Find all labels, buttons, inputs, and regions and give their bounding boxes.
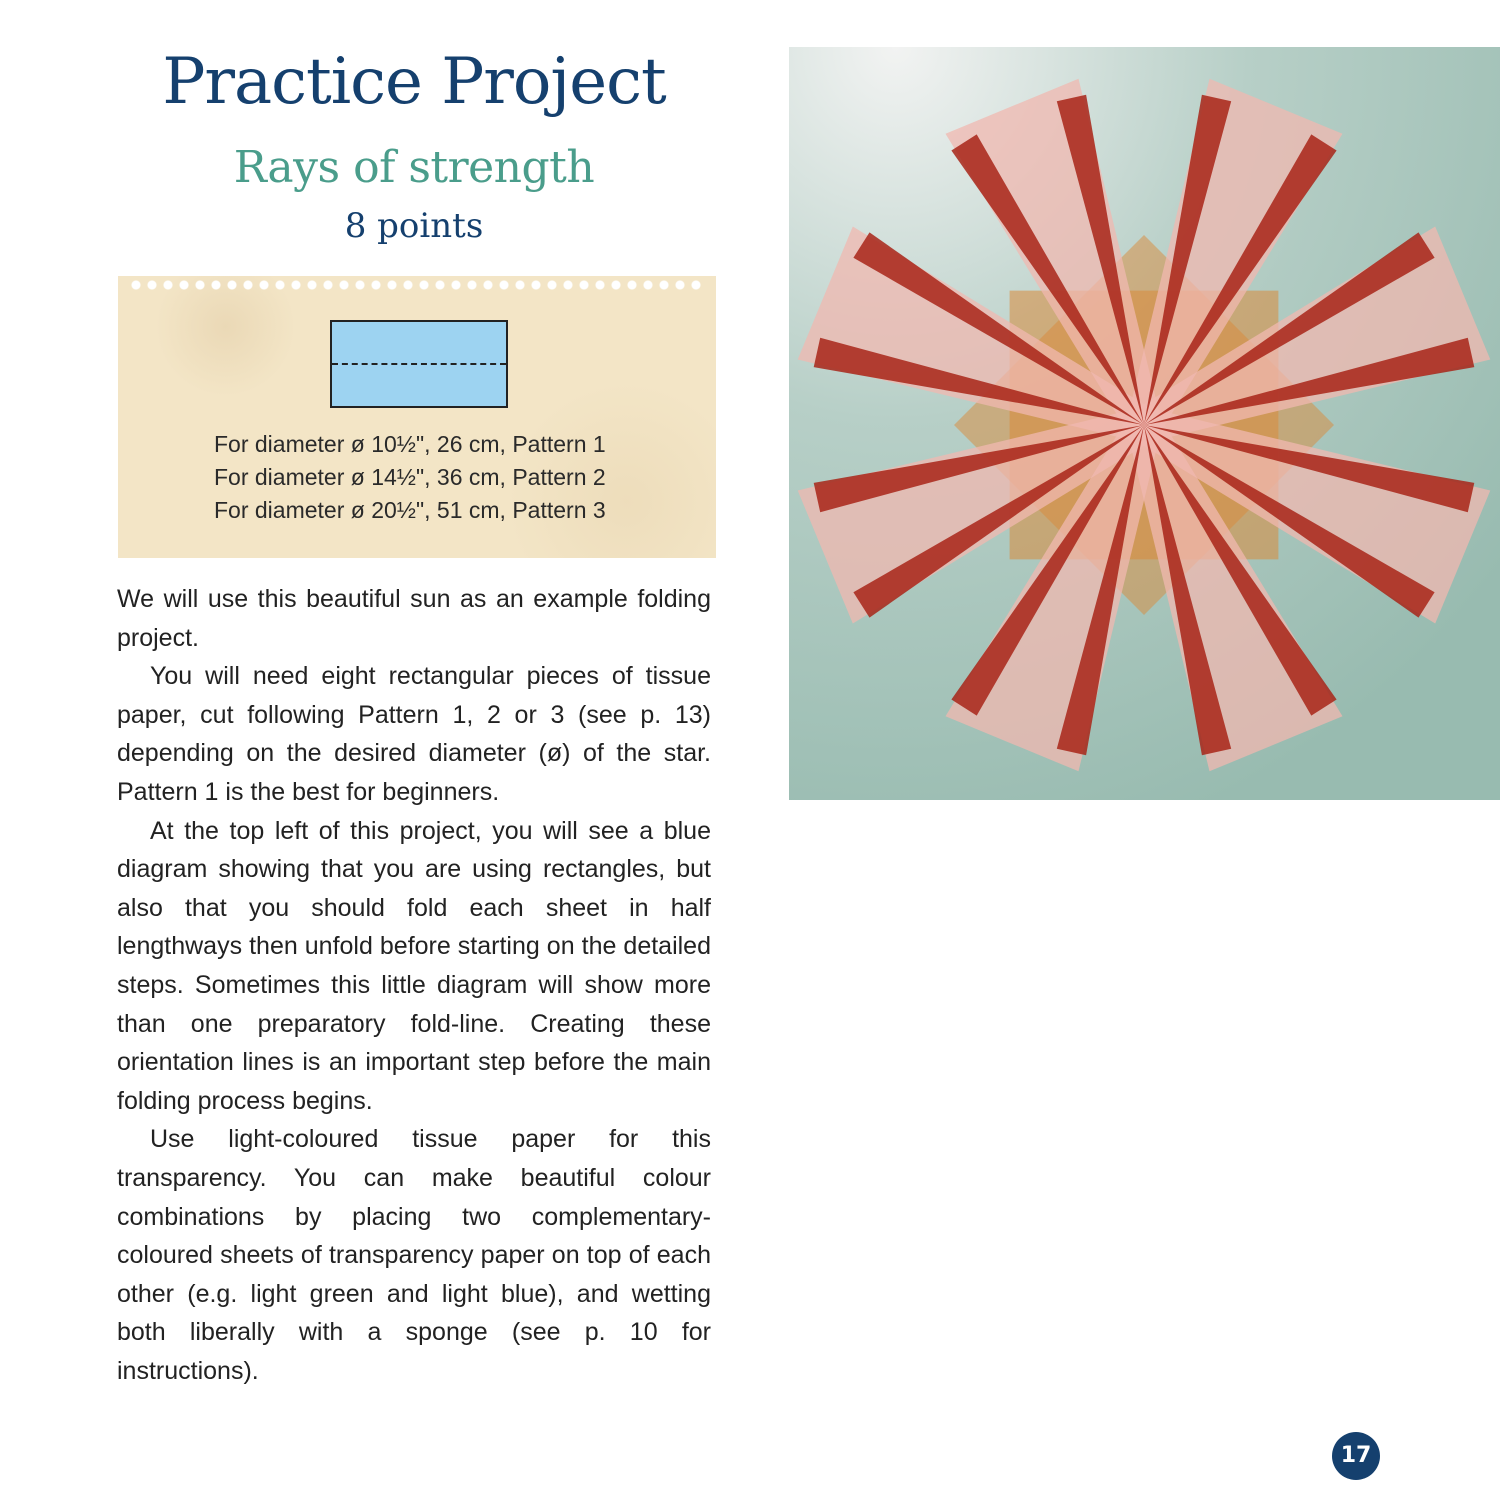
pattern-line: For diameter ø 10½", 26 cm, Pattern 1	[214, 431, 606, 457]
paragraph: You will need eight rectangular pieces of tissue paper, cut following Pattern 1, 2 or 3 (see p. 13) depending on the desired diameter (ø) of the star. Pattern 1 is the best for beginners.	[117, 662, 711, 806]
perforated-edge	[128, 278, 706, 292]
page-number-badge: 17	[1332, 1432, 1380, 1480]
paragraph: We will use this beautiful sun as an example folding project.	[117, 585, 711, 652]
paragraph: Use light-coloured tissue paper for this transparency. You can make beautiful colour combinations by placing two complementary-coloured sheets of transparency paper on top of each other (e.g. light green and light blue), and wetting both liberally with a sponge (see p. 10 for instructions).	[117, 1125, 711, 1385]
paragraph: At the top left of this project, you will see a blue diagram showing that you are using rectangles, but also that you should fold each sheet in half lengthways then unfold before starting on the detailed steps. Sometimes this little diagram will show more than one preparatory fold-line. Creating these orientation lines is an important step before the main folding process begins.	[117, 816, 711, 1115]
body-text	[117, 580, 711, 1390]
pattern-note-card	[118, 276, 716, 558]
points-count: 8 points	[344, 206, 484, 246]
pattern-line: For diameter ø 14½", 36 cm, Pattern 2	[214, 464, 606, 490]
fold-line	[332, 363, 506, 365]
pattern-list	[214, 428, 664, 527]
project-subtitle: Rays of strength	[233, 142, 595, 193]
star-photo	[789, 47, 1500, 800]
page-title: Practice Project	[162, 45, 666, 119]
pattern-line: For diameter ø 20½", 51 cm, Pattern 3	[214, 497, 606, 523]
folded-rectangle-icon	[330, 320, 508, 408]
